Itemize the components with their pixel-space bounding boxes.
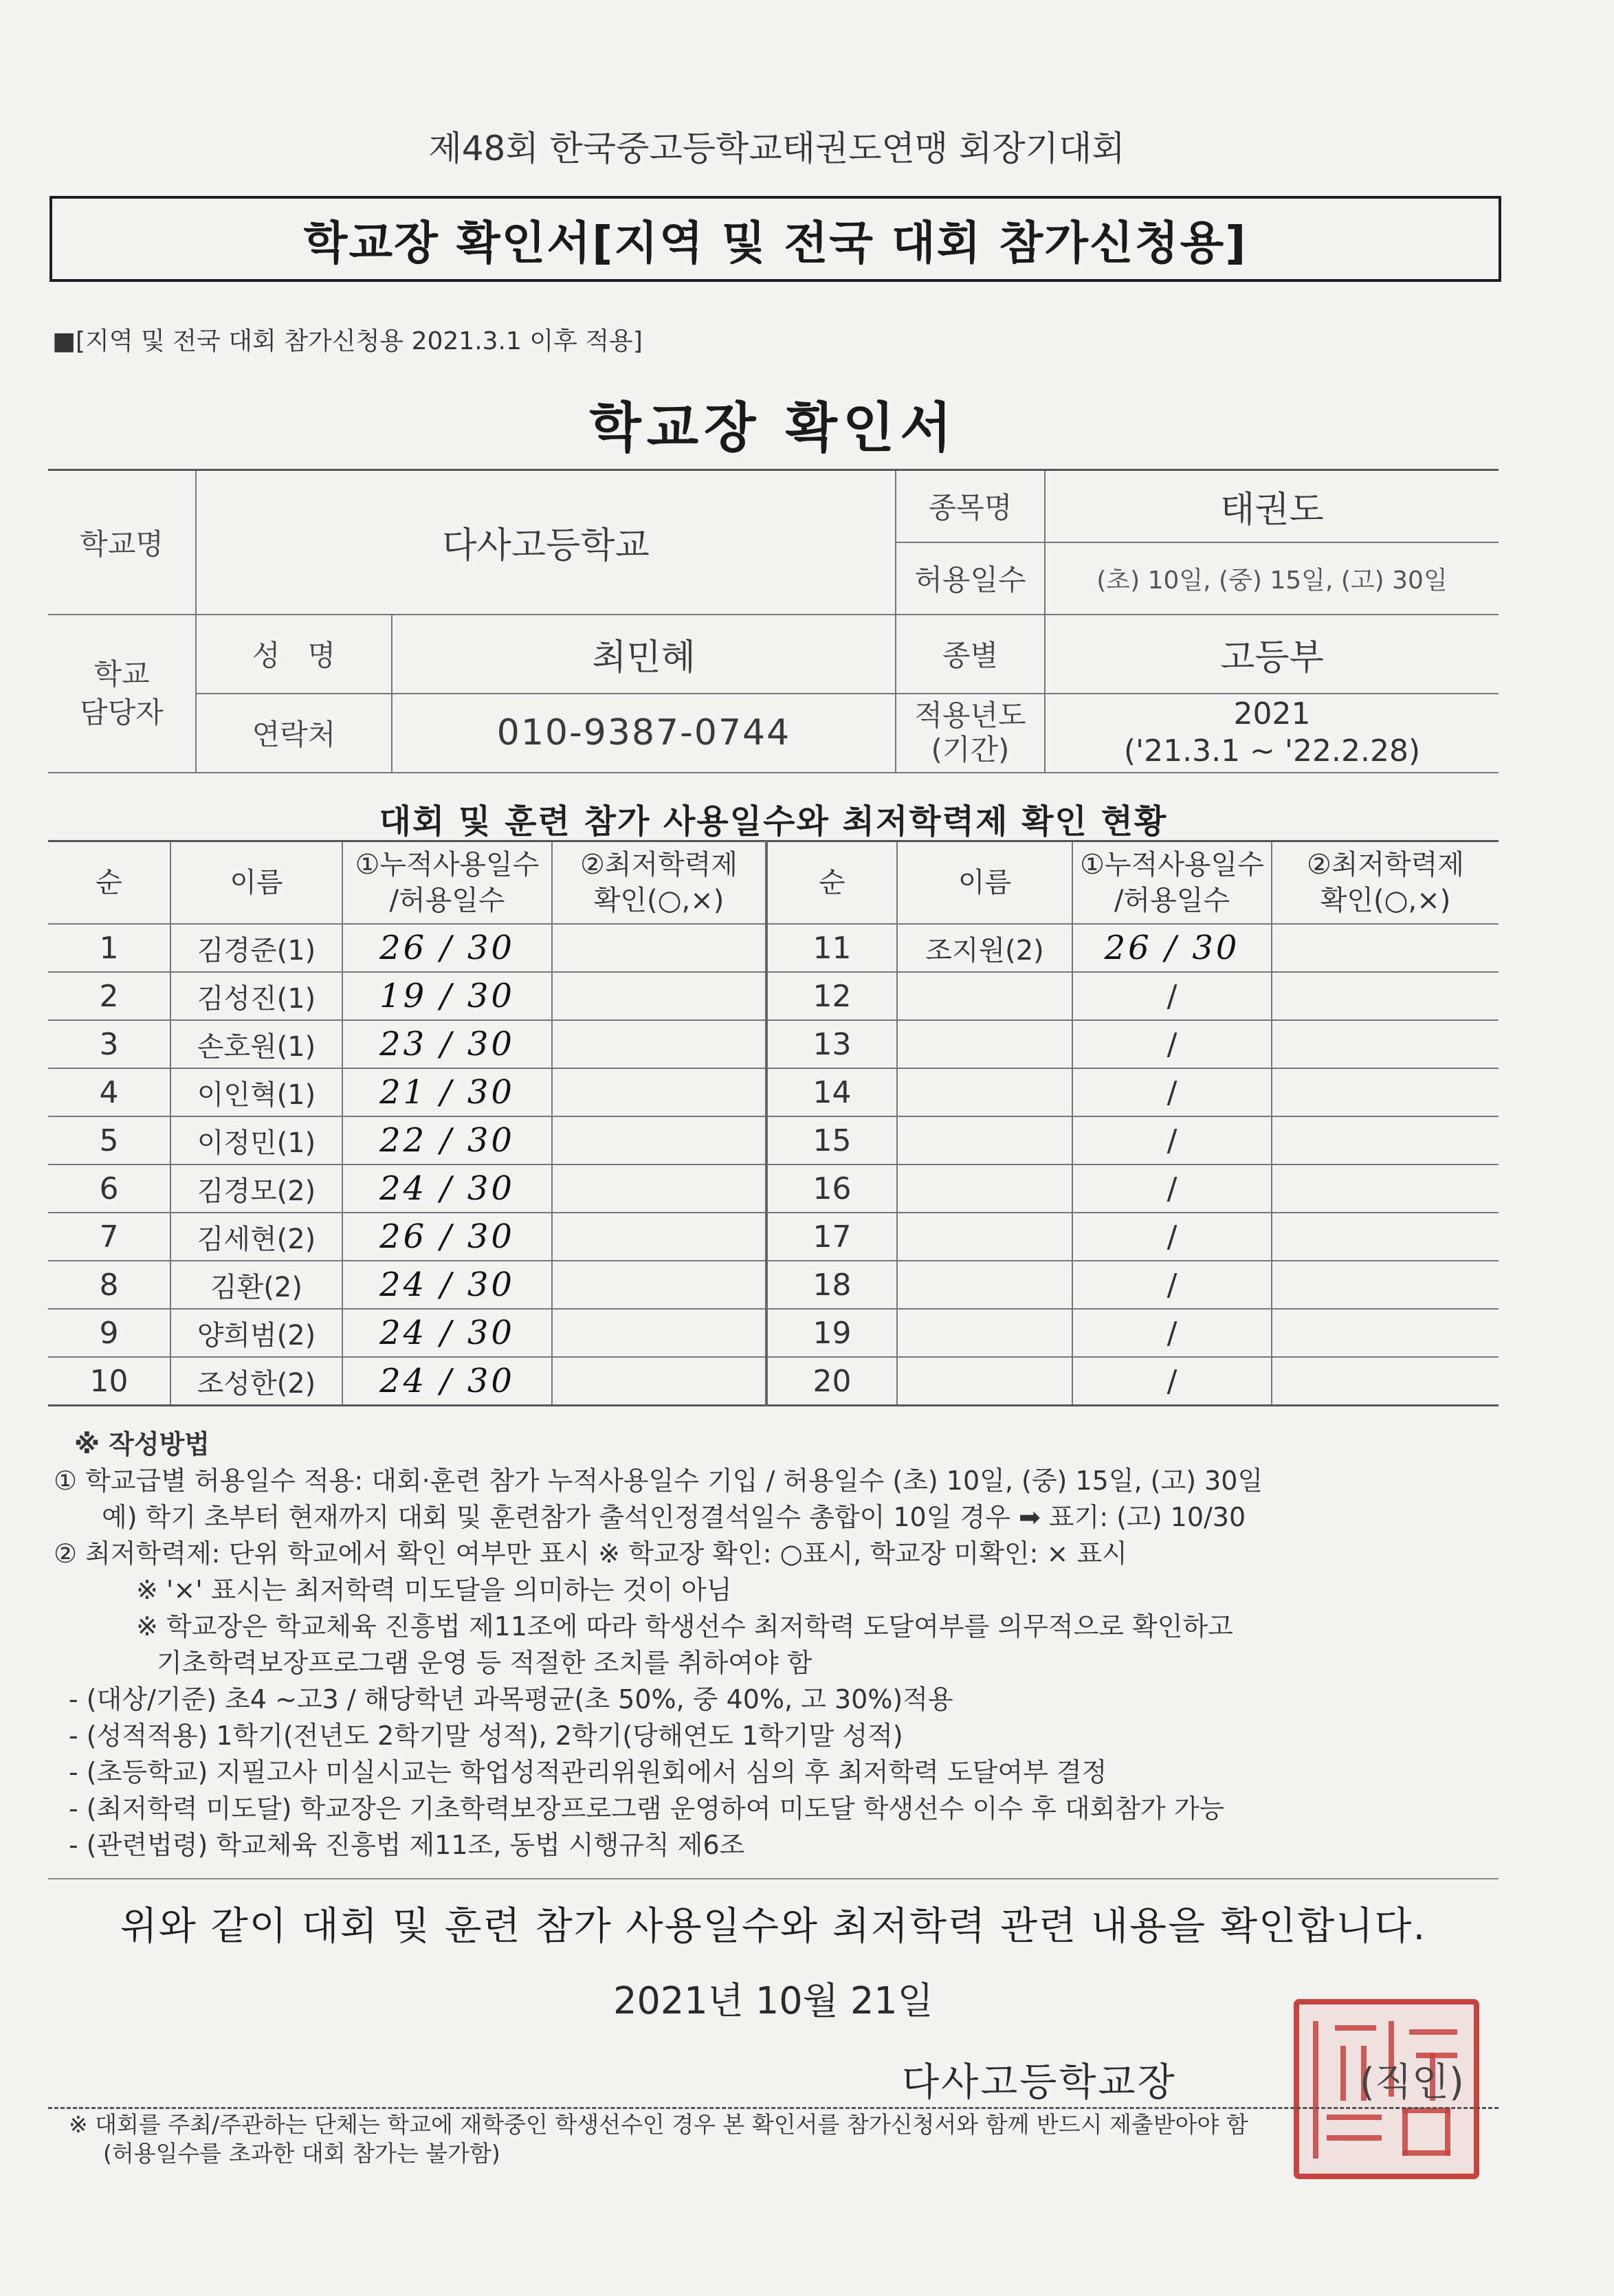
row-number: 2 xyxy=(48,972,170,1020)
col-no-right: 순 xyxy=(766,841,897,925)
student-name: 김성진(1) xyxy=(170,972,342,1020)
academic-check xyxy=(1272,1164,1499,1213)
status-heading: 대회 및 훈련 참가 사용일수와 최저학력제 확인 현황 xyxy=(379,802,1168,841)
days-used: 26 / 30 xyxy=(342,1213,552,1261)
footer-note xyxy=(69,2110,1499,2168)
table-row xyxy=(48,1261,1499,1309)
col-academic-right: ②최저학력제 확인(○,×) xyxy=(1272,841,1499,925)
sport-label: 종목명 xyxy=(896,470,1045,542)
instruction-line: - (대상/기준) 초4 ~고3 / 해당학년 과목평균(초 50%, 중 40%, 고 30%)적용 xyxy=(69,1684,953,1714)
table-row xyxy=(48,1068,1499,1116)
main-title: 학교장 확인서[지역 및 전국 대회 참가신청용] xyxy=(49,196,1501,282)
academic-check xyxy=(552,1309,766,1357)
student-name: 김환(2) xyxy=(170,1261,342,1309)
principal-name: 다사고등학교장 xyxy=(902,2060,1177,2105)
phone-value: 010-9387-0744 xyxy=(392,694,896,773)
issue-date: 2021년 10월 21일 xyxy=(613,1979,933,2022)
col-name-right: 이름 xyxy=(897,841,1072,925)
instruction-line: - (초등학교) 지필고사 미실시교는 학업성적관리위원회에서 심의 후 최저학력 도달여부 결정 xyxy=(69,1757,1107,1787)
certificate-title: 학교장 확인서 xyxy=(589,397,958,459)
table-row xyxy=(48,972,1499,1020)
row-number: 14 xyxy=(766,1068,897,1116)
academic-check xyxy=(1272,972,1499,1020)
days-used: 22 / 30 xyxy=(342,1116,552,1164)
days-used: 24 / 30 xyxy=(342,1357,552,1406)
row-number: 19 xyxy=(766,1309,897,1357)
days-used: / xyxy=(1072,1357,1272,1406)
school-label: 학교명 xyxy=(48,470,196,615)
days-used: 24 / 30 xyxy=(342,1261,552,1309)
table-row xyxy=(48,1020,1499,1068)
allowed-days-value: (초) 10일, (중) 15일, (고) 30일 xyxy=(1045,542,1499,615)
instruction-line: - (관련법령) 학교체육 진흥법 제11조, 동법 시행규칙 제6조 xyxy=(69,1830,745,1860)
instruction-line: 기초학력보장프로그램 운영 등 적절한 조치를 취하여야 함 xyxy=(157,1648,812,1678)
days-used: / xyxy=(1072,1116,1272,1164)
row-number: 7 xyxy=(48,1213,170,1261)
academic-check xyxy=(552,1068,766,1116)
divider xyxy=(48,1878,1499,1879)
academic-check xyxy=(1272,1116,1499,1164)
table-row xyxy=(48,924,1499,972)
event-title: 제48회 한국중고등학교태권도연맹 회장기대회 xyxy=(428,129,1125,168)
instruction-line: ※ 학교장은 학교체육 진흥법 제11조에 따라 학생선수 최저학력 도달여부를 의무적으로 확인하고 xyxy=(136,1611,1233,1642)
days-used: 19 / 30 xyxy=(342,972,552,1020)
year-value: 2021 xyxy=(1233,696,1311,731)
row-number: 6 xyxy=(48,1164,170,1213)
student-name xyxy=(897,1309,1072,1357)
student-table xyxy=(48,840,1499,1406)
footer-note-line: ※ 대회를 주최/주관하는 단체는 학교에 재학중인 학생선수인 경우 본 확인서를 참가신청서와 함께 반드시 제출받아야 함 xyxy=(69,2111,1248,2138)
days-used: 24 / 30 xyxy=(342,1164,552,1213)
seal-label: (직인) xyxy=(1360,2060,1464,2105)
table-row xyxy=(48,1213,1499,1261)
row-number: 17 xyxy=(766,1213,897,1261)
row-number: 1 xyxy=(48,924,170,972)
row-number: 3 xyxy=(48,1020,170,1068)
student-name: 조성한(2) xyxy=(170,1357,342,1406)
name-label: 성 명 xyxy=(196,615,392,694)
days-used: 26 / 30 xyxy=(342,924,552,972)
contact-person-label: 학교 담당자 xyxy=(48,615,196,773)
row-number: 8 xyxy=(48,1261,170,1309)
days-used: / xyxy=(1072,1213,1272,1261)
instruction-line: ② 최저학력제: 단위 학교에서 확인 여부만 표시 ※ 학교장 확인: ○표시, 학교장 미확인: × 표시 xyxy=(54,1538,1127,1569)
col-no-left: 순 xyxy=(48,841,170,925)
student-name xyxy=(897,1020,1072,1068)
student-name xyxy=(897,1164,1072,1213)
student-name xyxy=(897,1261,1072,1309)
row-number: 11 xyxy=(766,924,897,972)
row-number: 10 xyxy=(48,1357,170,1406)
row-number: 16 xyxy=(766,1164,897,1213)
academic-check xyxy=(552,1213,766,1261)
instruction-line: 예) 학기 초부터 현재까지 대회 및 훈련참가 출석인정결석일수 총합이 10일 경우 ➡ 표기: (고) 10/30 xyxy=(102,1502,1246,1532)
division-value: 고등부 xyxy=(1045,615,1499,694)
academic-check xyxy=(552,972,766,1020)
student-name: 양희범(2) xyxy=(170,1309,342,1357)
academic-check xyxy=(1272,1020,1499,1068)
division-label: 종별 xyxy=(896,615,1045,694)
days-used: 24 / 30 xyxy=(342,1309,552,1357)
days-used: / xyxy=(1072,1309,1272,1357)
row-number: 9 xyxy=(48,1309,170,1357)
instruction-line: - (최저학력 미도달) 학교장은 기초학력보장프로그램 운영하여 미도달 학생선수 이수 후 대회참가 가능 xyxy=(69,1793,1225,1824)
name-value: 최민혜 xyxy=(392,615,896,694)
student-name: 김세현(2) xyxy=(170,1213,342,1261)
table-row xyxy=(48,1357,1499,1406)
academic-check xyxy=(1272,1309,1499,1357)
row-number: 4 xyxy=(48,1068,170,1116)
row-number: 5 xyxy=(48,1116,170,1164)
student-name: 김경준(1) xyxy=(170,924,342,972)
row-number: 13 xyxy=(766,1020,897,1068)
academic-check xyxy=(552,1164,766,1213)
phone-label: 연락처 xyxy=(196,694,392,773)
sport-value: 태권도 xyxy=(1045,470,1499,542)
info-table xyxy=(48,469,1499,773)
academic-check xyxy=(1272,1213,1499,1261)
allowed-days-label: 허용일수 xyxy=(896,542,1045,615)
academic-check xyxy=(1272,1261,1499,1309)
instructions-heading: ※ 작성방법 xyxy=(74,1429,210,1459)
table-row xyxy=(48,1164,1499,1213)
year-cell xyxy=(1045,694,1499,773)
school-value: 다사고등학교 xyxy=(196,470,896,615)
student-name xyxy=(897,1357,1072,1406)
confirmation-statement: 위와 같이 대회 및 훈련 참가 사용일수와 최저학력 관련 내용을 확인합니다. xyxy=(120,1904,1427,1949)
days-used: / xyxy=(1072,1068,1272,1116)
days-used: 23 / 30 xyxy=(342,1020,552,1068)
student-name: 조지원(2) xyxy=(897,924,1072,972)
days-used: 21 / 30 xyxy=(342,1068,552,1116)
academic-check xyxy=(1272,924,1499,972)
student-name xyxy=(897,1068,1072,1116)
student-name: 이인혁(1) xyxy=(170,1068,342,1116)
instruction-line: - (성적적용) 1학기(전년도 2학기말 성적), 2학기(당해연도 1학기말 성적) xyxy=(69,1721,903,1751)
days-used: 26 / 30 xyxy=(1072,924,1272,972)
student-name xyxy=(897,972,1072,1020)
row-number: 20 xyxy=(766,1357,897,1406)
academic-check xyxy=(552,1020,766,1068)
days-used: / xyxy=(1072,1261,1272,1309)
row-number: 18 xyxy=(766,1261,897,1309)
period-value: ('21.3.1 ~ '22.2.28) xyxy=(1123,733,1421,769)
year-label: 적용년도 (기간) xyxy=(896,694,1045,773)
student-name xyxy=(897,1213,1072,1261)
footer-note-line: (허용일수를 초과한 대회 참가는 불가함) xyxy=(103,2140,500,2167)
table-row xyxy=(48,1309,1499,1357)
row-number: 15 xyxy=(766,1116,897,1164)
row-number: 12 xyxy=(766,972,897,1020)
student-name xyxy=(897,1116,1072,1164)
academic-check xyxy=(1272,1357,1499,1406)
student-name: 이정민(1) xyxy=(170,1116,342,1164)
col-name-left: 이름 xyxy=(170,841,342,925)
days-used: / xyxy=(1072,972,1272,1020)
academic-check xyxy=(552,1357,766,1406)
academic-check xyxy=(1272,1068,1499,1116)
table-row xyxy=(48,1116,1499,1164)
student-name: 손호원(1) xyxy=(170,1020,342,1068)
col-academic-left: ②최저학력제 확인(○,×) xyxy=(552,841,766,925)
academic-check xyxy=(552,924,766,972)
days-used: / xyxy=(1072,1164,1272,1213)
academic-check xyxy=(552,1261,766,1309)
applicability-note: ■[지역 및 전국 대회 참가신청용 2021.3.1 이후 적용] xyxy=(52,327,643,355)
col-days-right: ①누적사용일수 /허용일수 xyxy=(1072,841,1272,925)
academic-check xyxy=(552,1116,766,1164)
student-name: 김경모(2) xyxy=(170,1164,342,1213)
instructions xyxy=(54,1426,1511,1864)
days-used: / xyxy=(1072,1020,1272,1068)
footer-divider xyxy=(48,2107,1499,2109)
instruction-line: ① 학교급별 허용일수 적용: 대회·훈련 참가 누적사용일수 기입 / 허용일수 (초) 10일, (중) 15일, (고) 30일 xyxy=(54,1466,1263,1496)
instruction-line: ※ '×' 표시는 최저학력 미도달을 의미하는 것이 아님 xyxy=(136,1575,732,1605)
col-days-left: ①누적사용일수 /허용일수 xyxy=(342,841,552,925)
